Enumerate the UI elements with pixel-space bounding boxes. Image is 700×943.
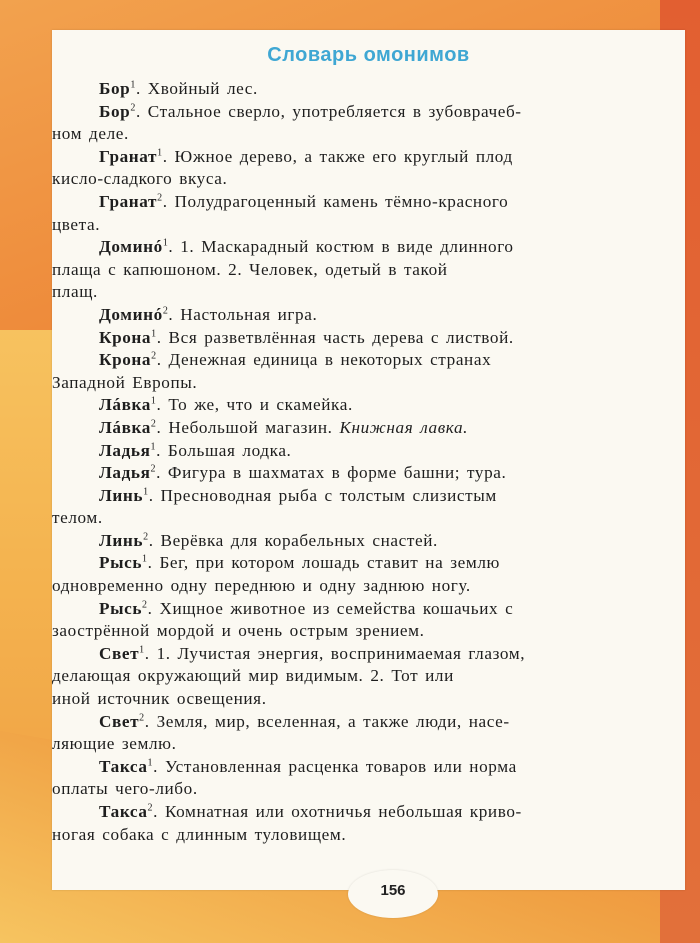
headword: Доминó	[99, 237, 163, 257]
definition-text: . Хищное животное из семейства кошачьих с	[147, 598, 514, 618]
headword: Крона	[99, 327, 152, 347]
definition-text: одновременно одну переднюю и одну заднюю ногу.	[52, 576, 471, 596]
definition-text: . Большая лодка.	[156, 440, 292, 460]
definition-text: . Небольшой магазин.	[156, 417, 340, 437]
headword: Линь	[99, 485, 144, 505]
dictionary-entry	[52, 349, 679, 394]
definition-text: Западной Европы.	[52, 372, 198, 392]
page-title: Словарь омонимов	[267, 44, 470, 66]
definition-text: . Земля, мир, вселенная, а также люди, насе-	[144, 711, 510, 731]
definition-text: ногая собака с длинным туловищем.	[52, 824, 347, 844]
definition-text: . Фигура в шахматах в форме башни; тура.	[156, 463, 507, 483]
homonym-index: 1	[150, 395, 157, 407]
dictionary-entry	[52, 598, 679, 643]
definition-text: . Бег, при котором лошадь ставит на землю	[147, 553, 500, 573]
homonym-index: 1	[130, 79, 136, 91]
definition-text: . Хвойный лес.	[135, 79, 258, 98]
homonym-index: 2	[150, 463, 157, 475]
dictionary-entry	[52, 711, 679, 756]
definition-text: кисло-сладкого вкуса.	[52, 169, 228, 189]
definition-text: . Вся разветвлённая часть дерева с листвой.	[156, 327, 514, 347]
definition-text: телом.	[52, 508, 103, 528]
definition-text: . 1. Маскарадный костюм в виде длинного	[168, 237, 514, 257]
homonym-index: 2	[150, 418, 157, 430]
headword: Бор	[99, 79, 131, 98]
definition-text: . То же, что и скамейка.	[156, 395, 353, 415]
headword: Линь	[99, 530, 144, 550]
dictionary-entry	[52, 756, 679, 801]
homonym-index: 2	[162, 305, 169, 317]
definition-text: . Пресноводная рыба с толстым слизистым	[148, 485, 497, 505]
definition-text: . Верёвка для корабельных снастей.	[148, 530, 438, 550]
definition-text: ляющие землю.	[52, 734, 177, 754]
usage-example: Книжная лавка.	[339, 417, 469, 437]
definition-text: цвета.	[52, 214, 101, 234]
homonym-index: 2	[143, 531, 149, 543]
page-number-badge	[348, 870, 438, 918]
definition-text: . Южное дерево, а также его круглый плод	[162, 146, 513, 166]
definition-text: оплаты чего-либо.	[52, 779, 198, 799]
headword: Такса	[99, 756, 148, 776]
homonym-index: 2	[130, 101, 136, 113]
headword: Доминó	[99, 304, 163, 324]
homonym-index: 2	[142, 598, 148, 610]
dictionary-entry	[52, 191, 679, 236]
headword: Рысь	[99, 598, 143, 618]
page-sheet	[52, 30, 685, 890]
definition-text: плаща с капюшоном. 2. Человек, одетый в такой	[52, 259, 448, 279]
definition-text: . Установленная расценка товаров или норма	[153, 756, 517, 776]
dictionary-entry	[99, 417, 679, 440]
definition-text: плащ.	[52, 282, 98, 302]
definition-text: . Стальное сверло, употребляется в зубоврачеб-	[135, 101, 522, 121]
dictionary-entry	[99, 530, 679, 553]
homonym-index: 1	[150, 440, 157, 452]
headword: Гранат	[99, 191, 158, 211]
headword: Лáвка	[99, 395, 151, 415]
dictionary-entry	[99, 394, 679, 417]
headword: Такса	[99, 802, 148, 821]
definition-text: . 1. Лучистая энергия, воспринимаемая глазом,	[144, 643, 526, 663]
dictionary-entry	[52, 801, 679, 846]
homonym-index: 2	[151, 350, 157, 362]
headword: Гранат	[99, 146, 158, 166]
headword: Ладья	[99, 440, 151, 460]
definition-text: . Денежная единица в некоторых странах	[156, 350, 492, 370]
homonym-index: 2	[147, 802, 154, 814]
dictionary-entry	[99, 327, 679, 350]
dictionary-entry	[99, 462, 679, 485]
definition-text: . Полудрагоценный камень тёмно-красного	[162, 191, 509, 211]
dictionary-entry	[52, 236, 679, 304]
headword: Крона	[99, 350, 152, 370]
definition-text: . Настольная игра.	[168, 304, 318, 324]
definition-text: иной источник освещения.	[52, 689, 267, 709]
headword: Бор	[99, 101, 131, 121]
definition-text: . Комнатная или охотничья небольшая криво-	[153, 802, 522, 821]
homonym-index: 1	[151, 327, 157, 339]
headword: Свет	[99, 711, 140, 731]
dictionary-entry	[52, 146, 679, 191]
dictionary-entry	[52, 552, 679, 597]
dictionary-entry	[99, 78, 679, 101]
definition-text: делающая окружающий мир видимым. 2. Тот или	[52, 666, 454, 686]
dictionary-entry	[52, 485, 679, 530]
headword: Рысь	[99, 553, 143, 573]
headword: Свет	[99, 643, 140, 663]
dictionary-entry	[52, 101, 679, 146]
homonym-index: 2	[157, 192, 163, 204]
homonym-index: 1	[147, 757, 154, 769]
page-number: 156	[380, 882, 406, 899]
headword: Ладья	[99, 463, 151, 483]
homonym-index: 1	[143, 485, 149, 497]
dictionary-entry	[99, 440, 679, 463]
definition-text: заострённой мордой и очень острым зрением.	[52, 621, 425, 641]
dictionary-entry	[99, 304, 679, 327]
headword: Лáвка	[99, 417, 151, 437]
homonym-index: 1	[142, 553, 148, 565]
definition-text: ном деле.	[52, 124, 129, 144]
homonym-index: 1	[139, 644, 145, 656]
dictionary-entries	[52, 78, 679, 846]
dictionary-entry	[52, 643, 679, 711]
homonym-index: 1	[157, 147, 163, 159]
homonym-index: 2	[139, 711, 145, 723]
homonym-index: 1	[162, 237, 169, 249]
